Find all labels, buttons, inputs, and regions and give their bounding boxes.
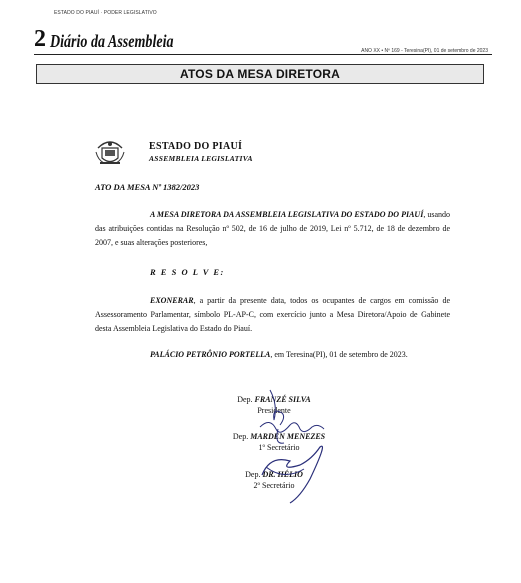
signatory-name: FRANZÉ SILVA	[254, 395, 311, 404]
signature-second-secretary	[214, 469, 334, 491]
signatory-role: 2º Secretário	[253, 481, 295, 490]
act-title: ATO DA MESA Nº 1382/2023	[95, 182, 200, 192]
place-date	[150, 350, 408, 359]
decision-text: , a partir da presente data, todos os ocupantes de cargos em comissão de Assessoramento Parlamentar, símbolo PL-AP-C, com exercício junto a Mesa Diretora/Apoio de Gabinete desta Assembleia Legislativa do Estado do Piauí.	[95, 296, 450, 333]
masthead-small-text: ESTADO DO PIAUÍ · PODER LEGISLATIVO	[54, 10, 157, 16]
masthead-rule	[34, 54, 492, 55]
signature-prefix: Dep.	[237, 395, 255, 404]
signature-president	[214, 394, 334, 416]
coat-of-arms-icon	[94, 136, 126, 166]
letterhead-state: ESTADO DO PIAUÍ	[149, 141, 243, 152]
signature-prefix: Dep.	[232, 432, 251, 441]
issue-meta: ANO XX • Nº 169 - Teresina(PI), 01 de setembro de 2023	[361, 48, 488, 54]
letterhead-assembly: ASSEMBLEIA LEGISLATIVA	[149, 154, 253, 163]
decision-paragraph	[95, 294, 450, 336]
decision-lead: EXONERAR	[150, 296, 194, 305]
preamble-paragraph	[95, 208, 450, 250]
place-date-text: , em Teresina(PI), 01 de setembro de 2023.	[270, 350, 408, 359]
resolve-heading: R E S O L V E:	[150, 267, 225, 277]
place-name: PALÁCIO PETRÔNIO PORTELLA	[150, 350, 271, 359]
section-title: ATOS DA MESA DIRETORA	[36, 64, 484, 84]
signatory-role: 1º Secretário	[258, 443, 300, 452]
preamble-text: , usando das atribuições contidas na Resolução nº 502, de 16 de julho de 2019, Lei nº 5.712, de 18 de dezembro de 2007, e suas alterações posteriores,	[95, 210, 451, 247]
signatory-name: DR. HÉLIO	[262, 470, 303, 479]
signatory-name: MARDEN MENEZES	[250, 432, 326, 441]
signature-first-secretary	[214, 431, 344, 453]
masthead	[34, 10, 494, 56]
preamble-lead: A MESA DIRETORA DA ASSEMBLEIA LEGISLATIVA DO ESTADO DO PIAUÍ	[150, 210, 424, 219]
signatory-role: Presidente	[257, 406, 291, 415]
signature-prefix: Dep.	[245, 470, 263, 479]
newspaper-title: Diário da Assembleia	[50, 31, 174, 51]
page-number: 2	[34, 26, 46, 52]
